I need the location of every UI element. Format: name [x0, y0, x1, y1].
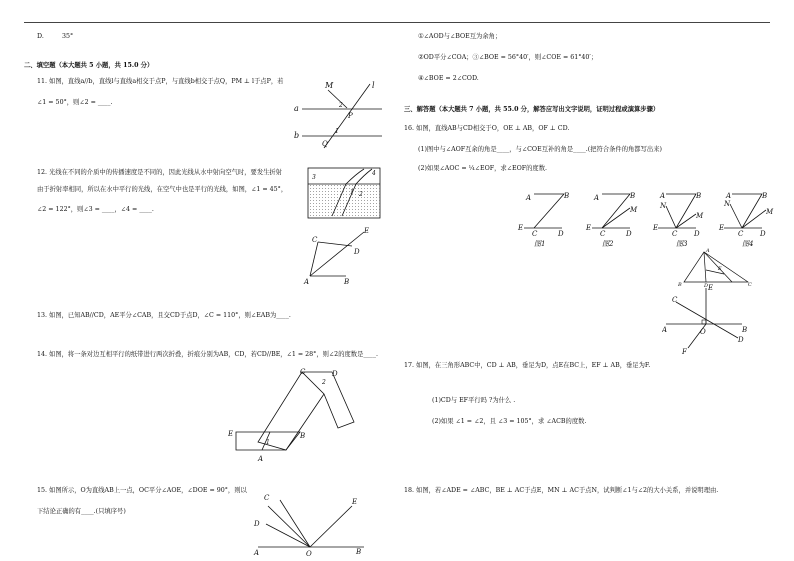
q15-line1: 15. 如图所示，O为直线AB上一点，OC平分∠AOE，∠DOE = 90°，则以	[37, 487, 247, 494]
q16-figure-3	[652, 186, 714, 248]
svg-text:E: E	[518, 224, 524, 232]
q15-statement-1: ①∠AOD与∠BOE互为余角；	[418, 33, 502, 40]
fig2-caption: 图2	[602, 240, 614, 248]
svg-text:Q: Q	[322, 140, 328, 148]
q15-line2: 下结论正确的有____.(只填序号)	[37, 508, 126, 515]
svg-text:C: C	[748, 282, 752, 288]
option-d-value: 35°	[62, 33, 74, 40]
svg-text:C: C	[264, 494, 270, 502]
q12-line3: ∠2 = 122°，则∠3 = ____，∠4 = ____.	[37, 206, 154, 213]
svg-text:D: D	[760, 230, 766, 238]
q11-line1: 11. 如图，直线a//b，直线l与直线a相交于点P，与直线b相交于点Q，PM ⊥ l于点P，若	[37, 78, 284, 85]
svg-text:E: E	[364, 227, 370, 235]
fig1-caption: 图1	[534, 240, 546, 248]
q15-statement-2: ②OD平分∠COA；③∠BOE = 56°40′，则∠COE = 61°40′；	[418, 54, 598, 61]
svg-text:D: D	[626, 230, 632, 238]
svg-text:D: D	[704, 283, 709, 288]
svg-text:l: l	[372, 81, 375, 90]
svg-text:E: E	[708, 284, 714, 292]
svg-text:O: O	[700, 328, 706, 336]
svg-text:P: P	[348, 112, 353, 120]
q12-line2: 由于折射率相同，所以在水中平行的光线，在空气中也是平行的光线，如图，∠1 = 45°，	[37, 186, 288, 193]
svg-text:N: N	[724, 200, 731, 208]
svg-text:E: E	[352, 498, 358, 506]
svg-text:2: 2	[339, 102, 343, 109]
svg-text:A: A	[660, 192, 666, 200]
svg-text:C: C	[300, 368, 306, 376]
q16-main-figure	[662, 282, 752, 356]
q16-figure-1	[516, 186, 576, 248]
option-d-label: D.	[37, 33, 44, 40]
ray-pm	[328, 90, 347, 108]
q17-line3: (2)如果 ∠1 = ∠2，且 ∠3 = 105°，求 ∠ACB的度数.	[432, 418, 587, 425]
q16-line2: (1)图中与∠AOF互余的角是____，与∠COE互补的角是____.(把符合条件的角都写出来)	[418, 146, 662, 153]
svg-text:E: E	[586, 224, 592, 232]
svg-text:B: B	[742, 326, 748, 334]
svg-text:A: A	[304, 278, 310, 286]
svg-text:3: 3	[312, 174, 316, 181]
svg-text:A: A	[662, 326, 668, 334]
line-l	[324, 84, 370, 148]
svg-text:A: A	[526, 194, 532, 202]
q17-line1: 17. 如图，在三角形ABC中，CD ⊥ AB，垂足为D，点E在BC上，EF ⊥ AB，垂足为F.	[404, 362, 651, 369]
header-rule	[24, 22, 770, 23]
section-3-heading: 三、解答题（本大题共 7 小题，共 55.0 分，解答应写出文字说明，证明过程或演算步骤）	[404, 106, 660, 113]
q18-line1: 18. 如图，若∠ADE = ∠ABC，BE ⊥ AC于点E，MN ⊥ AC于点N，试判断∠1与∠2的大小关系，并说明理由.	[404, 487, 719, 494]
svg-text:B: B	[678, 282, 682, 288]
q15-figure	[252, 492, 368, 558]
svg-text:C: C	[738, 230, 744, 238]
svg-text:C: C	[312, 236, 318, 244]
svg-text:A: A	[254, 549, 260, 557]
svg-text:2: 2	[359, 191, 363, 198]
svg-text:B: B	[564, 192, 570, 200]
q16-line1: 16. 如图，直线AB与CD相交于O，OE ⊥ AB，OF ⊥ CD.	[404, 125, 570, 132]
svg-text:C: C	[672, 230, 678, 238]
q16-line3: (2)如果∠AOC = ¼∠EOF，求∠EOF的度数.	[418, 165, 547, 172]
q17-line2: (1)CD与 EF平行吗 ?为什么 .	[432, 397, 516, 404]
q14-figure	[228, 366, 360, 462]
svg-text:E: E	[718, 266, 722, 272]
svg-text:B: B	[344, 278, 350, 286]
svg-text:C: C	[600, 230, 606, 238]
svg-text:B: B	[762, 192, 768, 200]
svg-text:B: B	[630, 192, 636, 200]
svg-text:O: O	[306, 550, 312, 558]
q16-figure-4	[718, 186, 780, 248]
fig4-caption: 图4	[742, 240, 754, 248]
svg-text:N: N	[660, 202, 667, 210]
svg-text:1: 1	[335, 128, 339, 135]
q12-line1: 12. 光线在不同的介质中的传播速度是不同的，因此光线从水中射向空气时，要发生折射	[37, 169, 283, 176]
svg-text:M: M	[766, 208, 774, 216]
q11-figure	[290, 78, 390, 150]
svg-text:C: C	[532, 230, 538, 238]
svg-text:F: F	[682, 348, 687, 356]
svg-text:M: M	[630, 206, 638, 214]
section-2-heading: 二、填空题（本大题共 5 小题，共 15.0 分）	[24, 62, 154, 69]
svg-text:b: b	[294, 131, 300, 140]
q11-line2: ∠1 = 50°，则∠2 = ____.	[37, 99, 113, 106]
svg-text:B: B	[356, 548, 362, 556]
q15-statement-4: ④∠BOE = 2∠COD.	[418, 75, 479, 82]
svg-text:M: M	[325, 81, 334, 90]
svg-text:E: E	[653, 224, 659, 232]
svg-text:M: M	[696, 212, 704, 220]
q13-line1: 13. 如图，已知AB//CD，AE平分∠CAB，且交CD于点D，∠C = 110°，则∠EAB为____.	[37, 312, 291, 319]
svg-text:B: B	[696, 192, 702, 200]
svg-text:D: D	[694, 230, 700, 238]
svg-text:D: D	[332, 370, 338, 378]
svg-text:E: E	[719, 224, 725, 232]
svg-text:A: A	[726, 192, 732, 200]
svg-text:A: A	[706, 248, 710, 254]
svg-text:C: C	[672, 296, 678, 304]
svg-text:4: 4	[372, 170, 376, 177]
svg-text:A: A	[258, 455, 264, 462]
svg-text:A: A	[594, 194, 600, 202]
svg-text:D: D	[558, 230, 564, 238]
q14-line1: 14. 如图，将一条对边互相平行的纸带进行两次折叠，折痕分别为AB，CD，若CD//BE，∠1 = 28°，则∠2的度数是____.	[37, 351, 378, 358]
svg-text:E: E	[228, 430, 234, 438]
q12-figure	[306, 166, 384, 222]
q16-figure-2	[584, 186, 646, 248]
q13-figure	[298, 224, 376, 290]
svg-text:a: a	[294, 104, 299, 113]
svg-text:2: 2	[322, 379, 326, 386]
svg-text:D: D	[254, 520, 260, 528]
fig3-caption: 图3	[676, 240, 688, 248]
svg-text:D: D	[738, 336, 744, 344]
svg-text:1: 1	[350, 189, 354, 196]
svg-text:1: 1	[266, 439, 270, 446]
svg-text:B: B	[300, 432, 306, 440]
svg-text:D: D	[354, 248, 360, 256]
